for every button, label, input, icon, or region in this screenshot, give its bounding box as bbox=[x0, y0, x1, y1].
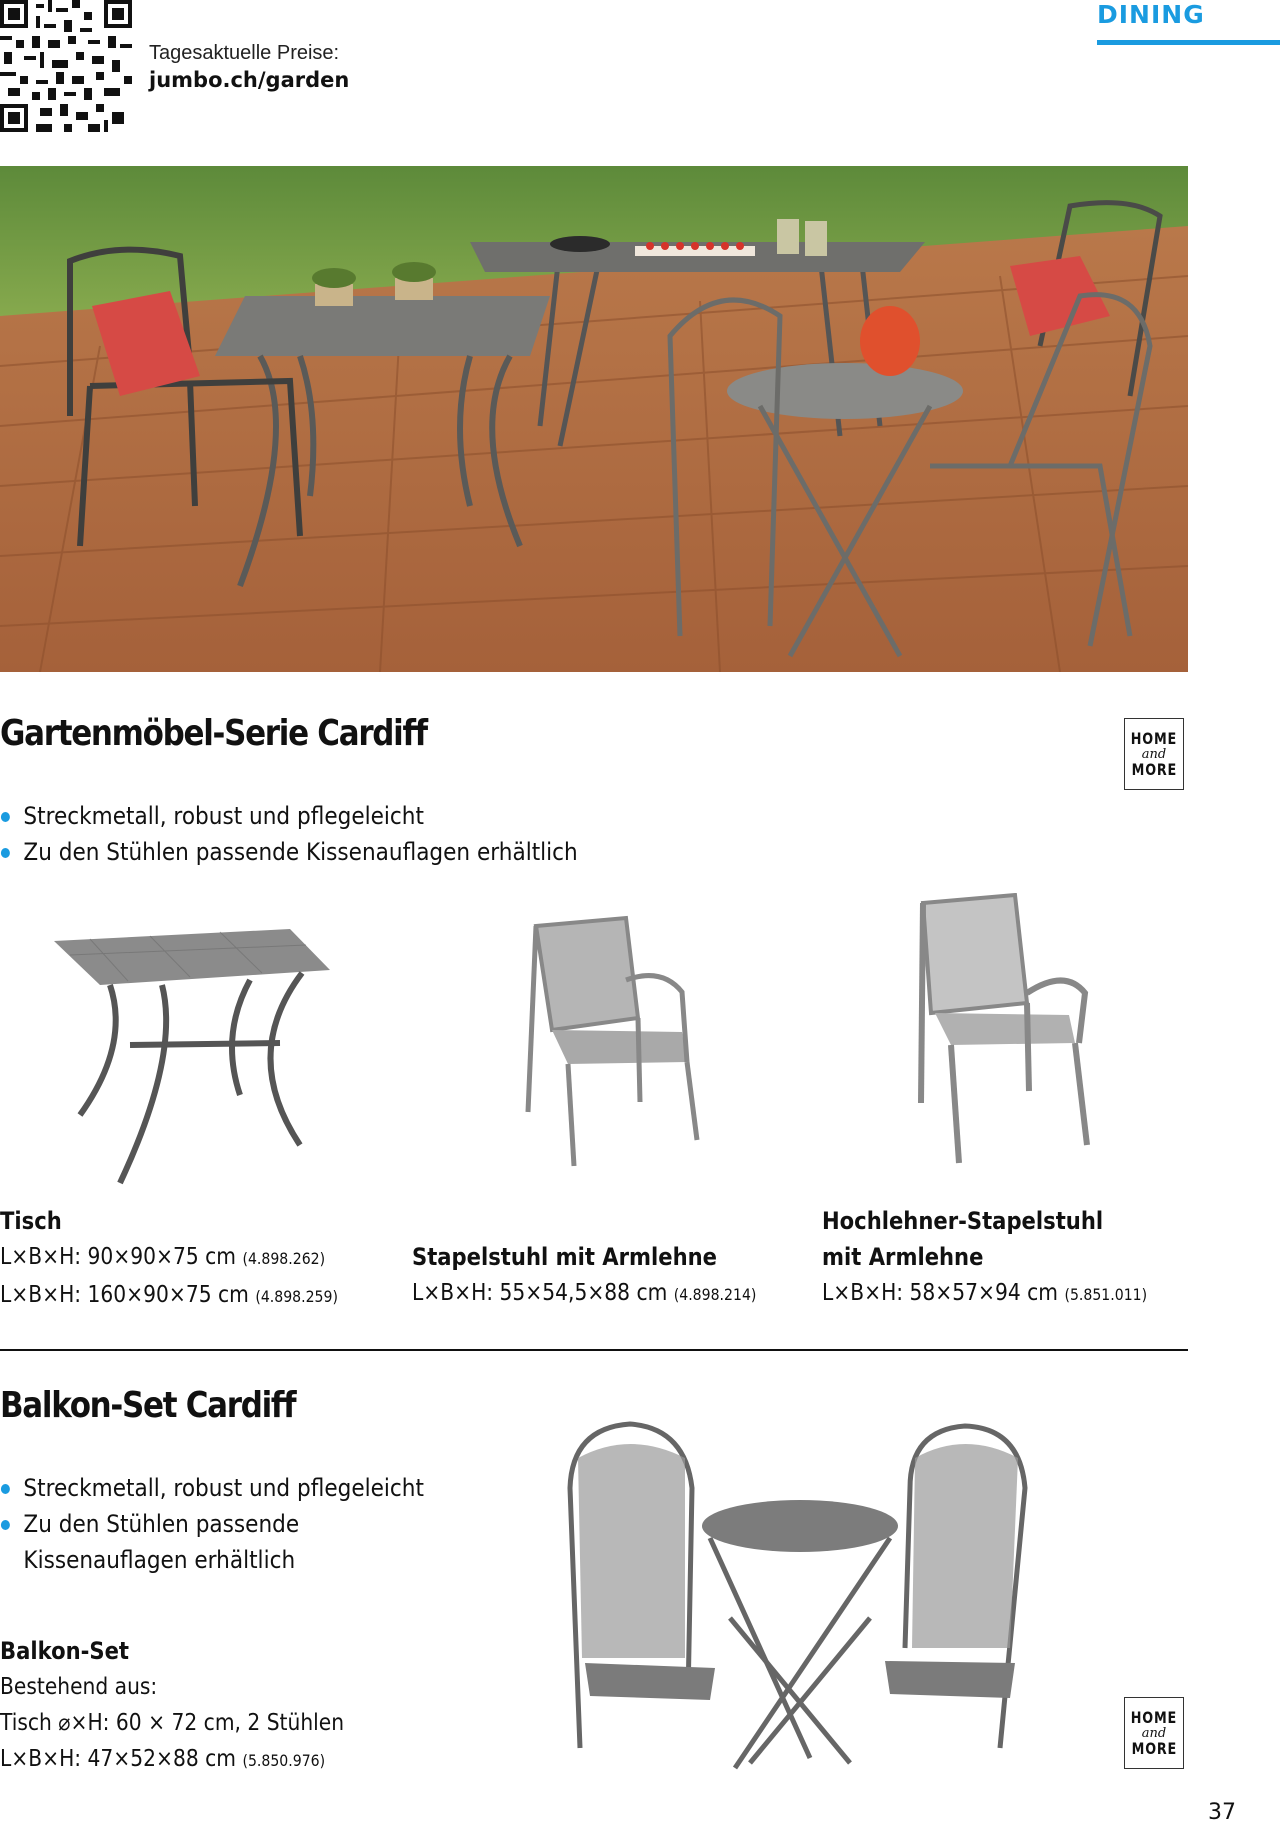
highback-chair-photo bbox=[915, 893, 1095, 1168]
feature-item: Zu den Stühlen passende bbox=[0, 1506, 424, 1542]
dimensions-text: L×B×H: 160×90×75 cm bbox=[0, 1282, 249, 1308]
page-number: 37 bbox=[1208, 1800, 1236, 1825]
section-underline bbox=[1097, 40, 1280, 45]
article-number: (4.898.214) bbox=[673, 1285, 757, 1304]
feature-item: Streckmetall, robust und pflegeleicht bbox=[0, 798, 578, 834]
article-number: (5.850.976) bbox=[242, 1751, 326, 1770]
dimensions-text: L×B×H: 47×52×88 cm bbox=[0, 1746, 237, 1772]
table-photo bbox=[50, 925, 335, 1187]
logo-text: HOME bbox=[1130, 728, 1178, 748]
logo-text: and bbox=[1141, 1725, 1167, 1741]
product-caption-table bbox=[0, 1203, 384, 1315]
feature-list bbox=[0, 798, 642, 870]
qr-code[interactable] bbox=[0, 0, 132, 132]
product-caption-stacking-chair bbox=[412, 1239, 803, 1313]
hero-photo bbox=[0, 166, 1188, 672]
home-and-more-logo bbox=[1124, 718, 1184, 790]
feature-item: Zu den Stühlen passende Kissenauflagen erhältlich bbox=[0, 834, 578, 870]
product-dimensions bbox=[412, 1275, 756, 1313]
logo-text: MORE bbox=[1131, 1738, 1177, 1758]
product-name: Balkon-Set bbox=[0, 1637, 130, 1665]
product-detail: Tisch ⌀×H: 60 × 72 cm, 2 Stühlen bbox=[0, 1710, 345, 1736]
dimensions-text: L×B×H: 90×90×75 cm bbox=[0, 1244, 237, 1270]
price-url-link[interactable]: jumbo.ch/garden bbox=[149, 68, 350, 92]
product-dimensions bbox=[0, 1277, 338, 1315]
logo-text: MORE bbox=[1131, 759, 1177, 779]
logo-text: and bbox=[1141, 746, 1167, 762]
product-name: Stapelstuhl mit Armlehne bbox=[412, 1243, 718, 1271]
logo-text: HOME bbox=[1130, 1707, 1178, 1727]
product-name: mit Armlehne bbox=[822, 1243, 984, 1271]
feature-item-continuation: Kissenauflagen erhältlich bbox=[23, 1546, 296, 1574]
price-label: Tagesaktuelle Preise: bbox=[149, 42, 340, 64]
article-number: (4.898.259) bbox=[255, 1287, 338, 1306]
product-dimensions bbox=[822, 1275, 1147, 1313]
product-dimensions bbox=[0, 1741, 344, 1779]
product-name: Tisch bbox=[0, 1207, 62, 1235]
dimensions-text: L×B×H: 55×54,5×88 cm bbox=[412, 1280, 668, 1306]
section-tag: DINING bbox=[1097, 0, 1205, 29]
article-number: (5.851.011) bbox=[1064, 1285, 1148, 1304]
article-number: (4.898.262) bbox=[242, 1249, 326, 1268]
series-title: Gartenmöbel-Serie Cardiff bbox=[0, 713, 427, 754]
product-detail: Bestehend aus: bbox=[0, 1674, 158, 1700]
stacking-chair-photo bbox=[522, 912, 704, 1170]
product-dimensions bbox=[0, 1239, 338, 1277]
product-caption-highback-chair bbox=[822, 1203, 1191, 1313]
product-name: Hochlehner-Stapelstuhl bbox=[822, 1207, 1104, 1235]
dimensions-text: L×B×H: 58×57×94 cm bbox=[822, 1280, 1059, 1306]
balcony-set-photo bbox=[560, 1418, 1045, 1770]
feature-list bbox=[0, 1470, 471, 1578]
feature-item: Streckmetall, robust und pflegeleicht bbox=[0, 1470, 424, 1506]
section-divider bbox=[0, 1349, 1188, 1351]
product-caption-balcony-set bbox=[0, 1633, 391, 1779]
series-title: Balkon-Set Cardiff bbox=[0, 1385, 296, 1426]
home-and-more-logo bbox=[1124, 1697, 1184, 1769]
